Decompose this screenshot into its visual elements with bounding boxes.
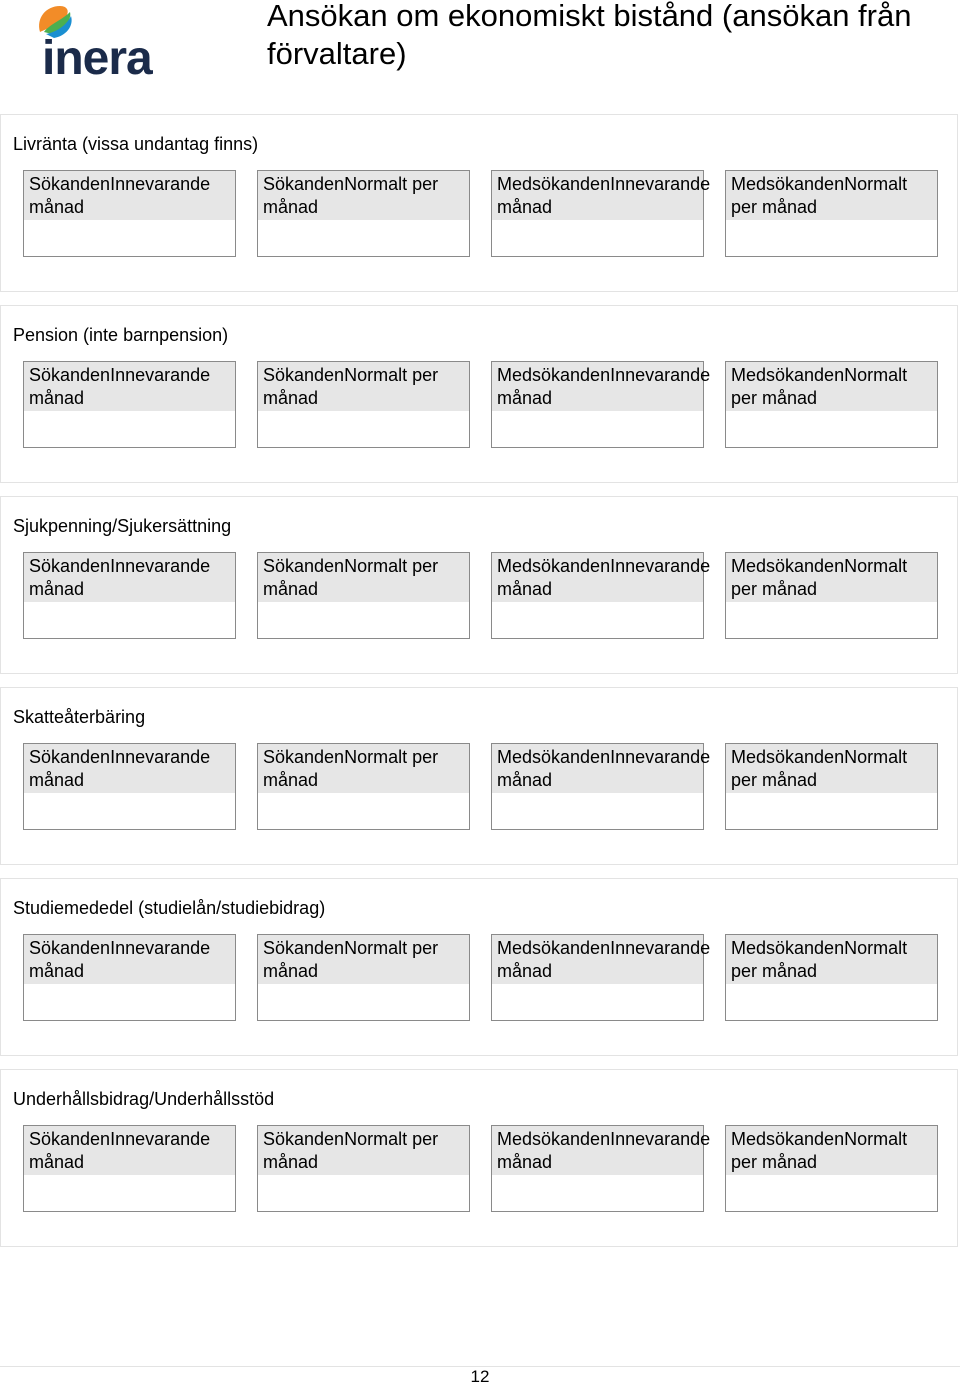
- field-value-input[interactable]: [492, 984, 703, 1020]
- section-title: Underhållsbidrag/Underhållsstöd: [13, 1089, 275, 1109]
- field-label: SökandenInnevarande månad: [24, 362, 235, 411]
- field-value-input[interactable]: [492, 602, 703, 638]
- field-label: MedsökandenNormalt per månad: [726, 935, 937, 984]
- form-section: [0, 878, 958, 1056]
- field-label: MedsökandenInnevarande månad: [492, 171, 703, 220]
- field-label: MedsökandenInnevarande månad: [492, 744, 703, 793]
- field-value-input[interactable]: [258, 220, 469, 256]
- field-value-input[interactable]: [726, 793, 937, 829]
- field-value-input[interactable]: [24, 1175, 235, 1211]
- field-label: SökandenInnevarande månad: [24, 935, 235, 984]
- field-value-input[interactable]: [726, 1175, 937, 1211]
- field-label: MedsökandenInnevarande månad: [492, 1126, 703, 1175]
- form-section: [0, 114, 958, 292]
- field-value-input[interactable]: [24, 793, 235, 829]
- logo-wordmark: inera: [42, 32, 152, 78]
- section-title: Skatteåterbäring: [13, 707, 146, 727]
- amount-field[interactable]: [725, 552, 938, 639]
- amount-field[interactable]: [491, 743, 711, 830]
- field-label: SökandenNormalt per månad: [258, 744, 469, 793]
- amount-field[interactable]: [491, 934, 711, 1021]
- field-label: SökandenInnevarande månad: [24, 1126, 235, 1175]
- amount-field[interactable]: [725, 743, 938, 830]
- field-value-input[interactable]: [492, 411, 703, 447]
- document-title: Ansökan om ekonomiskt bistånd (ansökan från förvaltare): [267, 0, 912, 71]
- field-value-input[interactable]: [24, 984, 235, 1020]
- amount-field[interactable]: [23, 934, 236, 1021]
- field-label: MedsökandenNormalt per månad: [726, 171, 937, 220]
- amount-field[interactable]: [257, 170, 470, 257]
- field-value-input[interactable]: [24, 411, 235, 447]
- field-label: MedsökandenInnevarande månad: [492, 935, 703, 984]
- amount-field[interactable]: [257, 552, 470, 639]
- field-label: MedsökandenNormalt per månad: [726, 1126, 937, 1175]
- field-value-input[interactable]: [492, 793, 703, 829]
- form-section: [0, 496, 958, 674]
- amount-field[interactable]: [491, 552, 711, 639]
- inera-logo-icon: [32, 2, 158, 78]
- amount-field[interactable]: [257, 1125, 470, 1212]
- field-label: SökandenInnevarande månad: [24, 744, 235, 793]
- field-label: MedsökandenNormalt per månad: [726, 362, 937, 411]
- field-label: SökandenNormalt per månad: [258, 1126, 469, 1175]
- amount-field[interactable]: [491, 1125, 711, 1212]
- field-value-input[interactable]: [258, 984, 469, 1020]
- section-title: Livränta (vissa undantag finns): [13, 134, 259, 154]
- field-label: MedsökandenInnevarande månad: [492, 553, 703, 602]
- amount-field[interactable]: [257, 361, 470, 448]
- amount-field[interactable]: [725, 170, 938, 257]
- field-label: SökandenNormalt per månad: [258, 935, 469, 984]
- field-value-input[interactable]: [492, 220, 703, 256]
- field-value-input[interactable]: [726, 220, 937, 256]
- field-label: SökandenNormalt per månad: [258, 171, 469, 220]
- section-title: Pension (inte barnpension): [13, 325, 229, 345]
- field-label: SökandenInnevarande månad: [24, 553, 235, 602]
- amount-field[interactable]: [257, 934, 470, 1021]
- field-value-input[interactable]: [258, 1175, 469, 1211]
- amount-field[interactable]: [725, 934, 938, 1021]
- field-value-input[interactable]: [726, 602, 937, 638]
- amount-field[interactable]: [23, 552, 236, 639]
- amount-field[interactable]: [23, 1125, 236, 1212]
- field-value-input[interactable]: [492, 1175, 703, 1211]
- section-title: Sjukpenning/Sjukersättning: [13, 516, 232, 536]
- field-value-input[interactable]: [726, 411, 937, 447]
- page-header: [0, 0, 960, 100]
- field-value-input[interactable]: [726, 984, 937, 1020]
- field-value-input[interactable]: [24, 602, 235, 638]
- amount-field[interactable]: [23, 743, 236, 830]
- page-number: 12: [470, 1367, 490, 1386]
- field-value-input[interactable]: [258, 411, 469, 447]
- field-label: SökandenNormalt per månad: [258, 553, 469, 602]
- field-label: SökandenInnevarande månad: [24, 171, 235, 220]
- field-value-input[interactable]: [258, 602, 469, 638]
- amount-field[interactable]: [491, 361, 711, 448]
- field-label: MedsökandenInnevarande månad: [492, 362, 703, 411]
- amount-field[interactable]: [491, 170, 711, 257]
- field-label: SökandenNormalt per månad: [258, 362, 469, 411]
- amount-field[interactable]: [23, 361, 236, 448]
- field-value-input[interactable]: [24, 220, 235, 256]
- section-title: Studiemededel (studielån/studiebidrag): [13, 898, 326, 918]
- field-label: MedsökandenNormalt per månad: [726, 553, 937, 602]
- field-value-input[interactable]: [258, 793, 469, 829]
- form-section: [0, 305, 958, 483]
- field-label: MedsökandenNormalt per månad: [726, 744, 937, 793]
- amount-field[interactable]: [23, 170, 236, 257]
- amount-field[interactable]: [725, 1125, 938, 1212]
- amount-field[interactable]: [257, 743, 470, 830]
- form-section: [0, 1069, 958, 1247]
- amount-field[interactable]: [725, 361, 938, 448]
- form-section: [0, 687, 958, 865]
